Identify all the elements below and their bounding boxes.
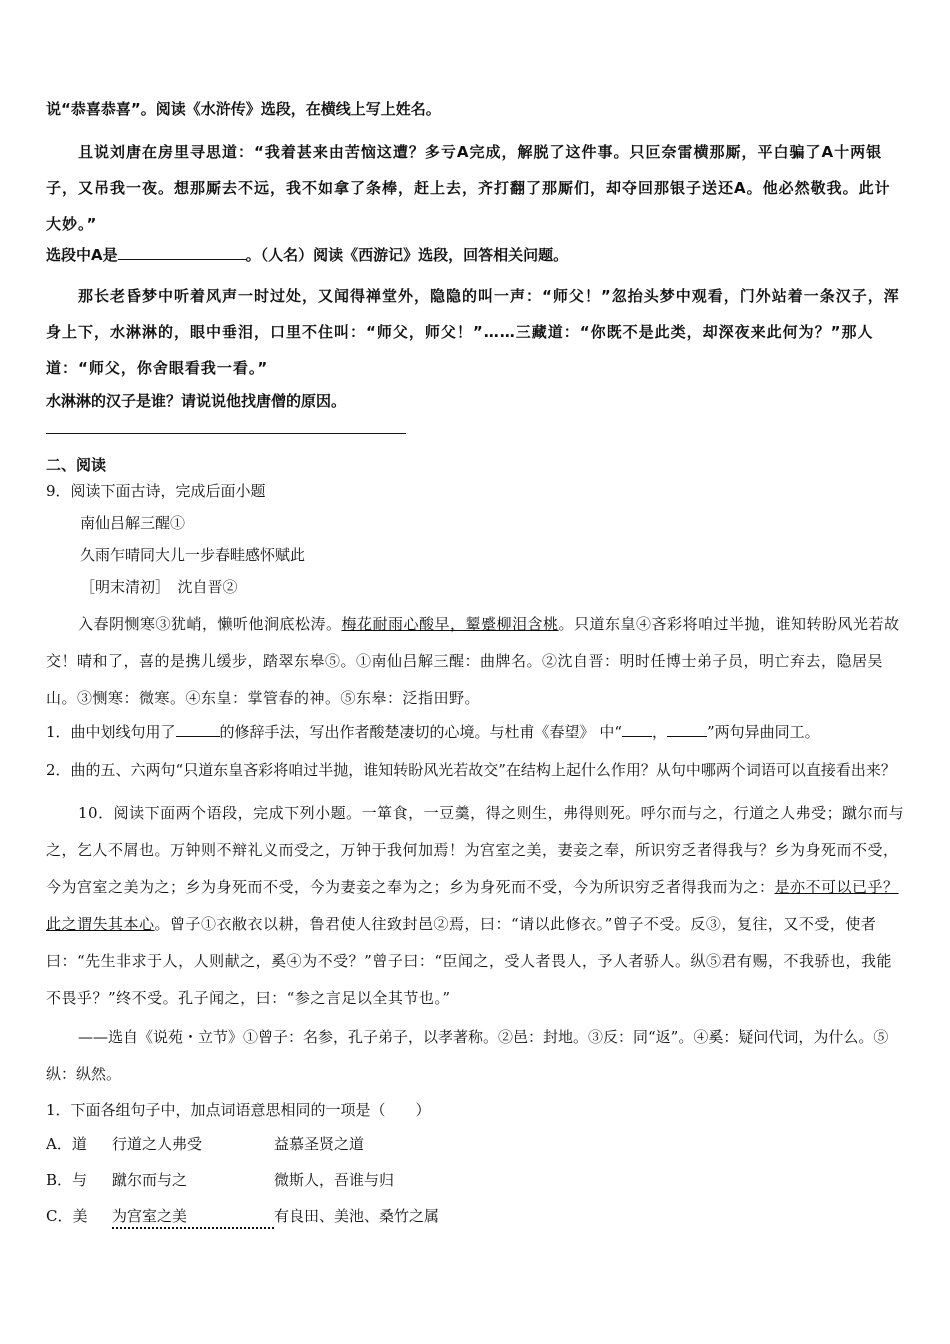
xiyouji-passage: 那长老昏梦中听着风声一时过处，又闻得禅堂外，隐隐的叫一声：“师父！”忽抬头梦中观看，门外站着一条汉子，浑身上下，水淋淋的，眼中垂泪，口里不住叫：“师父，师父！”……三藏道：“你既不是此类，却深夜来此何为？”那人道：“师父，你舍眼看我一看。” bbox=[46, 287, 900, 377]
q10-passage-start: 10．阅读下面两个语段，完成下列小题。一箪食，一豆羹，得之则生，弗得则死。呼尔而与之，行道之人弗受；蹴尔而与之，乞人不屑也。万钟则不辩礼义而受之，万钟于我何加焉！为宫室之美，妻妾之奉，所识穷乏者得我与？乡为身死而不受，今为宫室之美为之；乡为身死而不受，今为妻妾之奉为之；乡为身死而不受，今为所识穷乏者得我而为之： bbox=[46, 804, 905, 896]
answer-blank-line2[interactable] bbox=[667, 722, 707, 737]
q9-sub1-part3: ”两句异曲同工。 bbox=[707, 723, 820, 741]
option-a[interactable] bbox=[46, 1133, 906, 1155]
option-a-label: A．道 bbox=[46, 1135, 87, 1153]
q9-sub2: 2．曲的五、六两句“只道东皇吝彩将咱过半抛，谁知转盼风光若故交”在结构上起什么作用？从句中哪两个词语可以直接看出来？ bbox=[46, 761, 896, 779]
poem-body-rest: 。只道东皇④吝彩将咱过半抛，谁知转盼风光若故交！晴和了，喜的是携儿缓步，踏翠东皋⑤。①南仙吕解三醒：曲牌名。②沈自晋：明时任博士弟子员，明亡弃去，隐居吴山。③恻寒：微寒。④东皇：掌管春的神。⑤东皋：泛指田野。 bbox=[46, 615, 900, 707]
q10-passage bbox=[46, 795, 906, 1017]
poem-body-start: 入春阴恻寒③犹峭，懒听他涧底松涛。 bbox=[78, 615, 342, 633]
option-c-first: 为宫室之美 bbox=[112, 1205, 274, 1229]
q9-sub1 bbox=[46, 721, 906, 743]
fill-name-suffix: 。（人名）阅读《西游记》选段，回答相关问题。 bbox=[245, 246, 569, 264]
poem-underlined-line: 梅花耐雨心酸早，颦蹙柳泪含桃 bbox=[341, 615, 559, 633]
q10-passage-rest: 。曾子①衣敝衣以耕，鲁君使人往致封邑②焉，曰：“请以此修衣。”曾子不受。反③，复往，又不受，使者曰：“先生非求于人，人则献之，奚④为不受？”曾子曰：“臣闻之，受人者畏人，予人者骄人。纵⑤君有赐，不我骄也，我能不畏乎？”终不受。孔子闻之，曰：“参之言足以全其节也。” bbox=[46, 915, 893, 1007]
option-b-second: 微斯人，吾谁与归 bbox=[274, 1171, 395, 1189]
poem-author: ［明末清初］ 沈自晋② bbox=[80, 578, 238, 596]
answer-blank-line1[interactable] bbox=[622, 722, 652, 737]
answer-blank-name[interactable] bbox=[118, 245, 246, 260]
q10-sub1: 1．下面各组句子中，加点词语意思相同的一项是（ ） bbox=[46, 1101, 431, 1119]
question-tail-text: 说“恭喜恭喜”。阅读《水浒传》选段，在横线上写上姓名。 bbox=[46, 100, 441, 118]
document-page bbox=[46, 96, 906, 1229]
q9-sub1-comma: ， bbox=[652, 723, 668, 741]
option-c[interactable] bbox=[46, 1205, 906, 1229]
option-a-second: 益慕圣贤之道 bbox=[274, 1135, 365, 1153]
option-b[interactable] bbox=[46, 1169, 906, 1191]
poem-subtitle: 久雨乍晴同大儿一步春畦感怀赋此 bbox=[80, 546, 306, 564]
q10-options bbox=[46, 1133, 906, 1229]
q9-intro: 9．阅读下面古诗，完成后面小题 bbox=[46, 482, 266, 500]
q9-sub1-part1: 1．曲中划线句用了 bbox=[46, 723, 176, 741]
xiyouji-question: 水淋淋的汉子是谁？请说说他找唐僧的原因。 bbox=[46, 392, 347, 410]
poem-body bbox=[46, 606, 906, 717]
fill-name-question bbox=[46, 244, 906, 266]
section-heading-reading: 二、阅读 bbox=[46, 456, 107, 474]
option-a-first: 行道之人弗受 bbox=[112, 1135, 203, 1153]
shuihu-passage: 且说刘唐在房里寻思道：“我着甚来由苦恼这遭？多亏A完成，解脱了这件事。只叵奈雷横那厮，平白骗了A十两银子，又吊我一夜。想那厮去不远，我不如拿了条棒，赶上去，齐打翻了那厮们，却夺回那银子送还A。他必然敬我。此计大妙。” bbox=[46, 143, 891, 233]
poem-title: 南仙吕解三醒① bbox=[80, 514, 186, 532]
q10-source-notes: ——选自《说苑・立节》①曾子：名参，孔子弟子，以孝著称。②邑：封地。③反：同“返”。④奚：疑问代词，为什么。⑤纵：纵然。 bbox=[46, 1028, 889, 1083]
fill-name-prefix: 选段中A是 bbox=[46, 246, 118, 264]
option-c-label: C．美 bbox=[46, 1207, 88, 1225]
option-b-first: 蹴尔而与之 bbox=[112, 1171, 188, 1189]
option-b-label: B．与 bbox=[46, 1171, 88, 1189]
q9-sub1-part2: 的修辞手法，写出作者酸楚凄切的心境。与杜甫《春望》 中“ bbox=[219, 723, 622, 741]
answer-line[interactable] bbox=[46, 432, 406, 434]
answer-blank-rhetoric[interactable] bbox=[176, 722, 220, 737]
option-c-second: 有良田、美池、桑竹之属 bbox=[274, 1207, 440, 1225]
q10-underlined-sentence: 是亦不可以已乎？此之谓失其本心 bbox=[46, 878, 899, 933]
